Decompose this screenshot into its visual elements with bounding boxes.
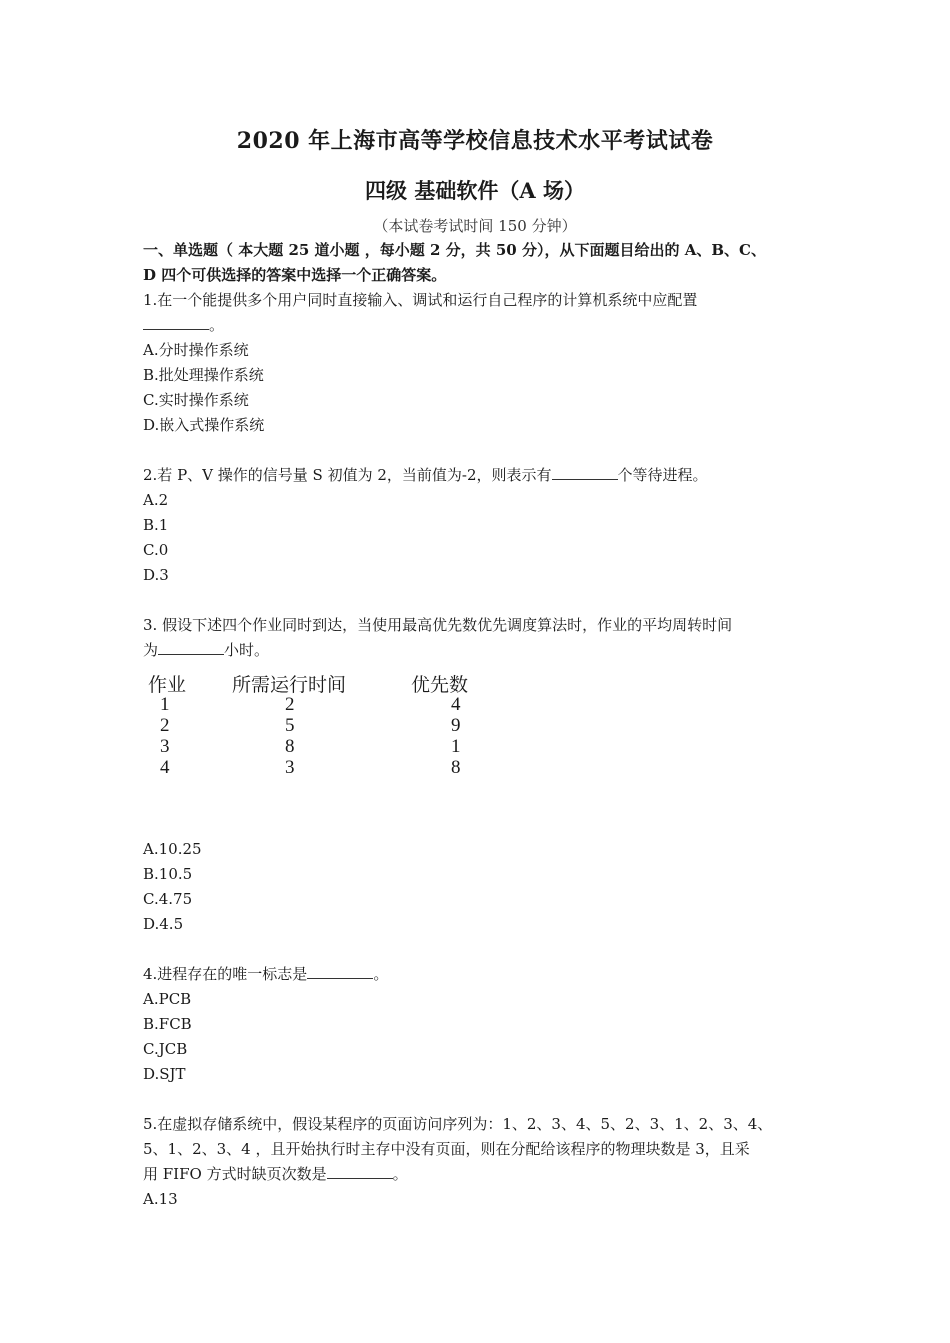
q3-option-c: C.4.75 (143, 890, 193, 908)
page-title: 2020 年上海市高等学校信息技术水平考试试卷 (236, 128, 714, 154)
table-cell: 4 (160, 757, 170, 778)
table-header-priority: 优先数 (411, 675, 469, 696)
q2-option-c: C.0 (143, 541, 169, 559)
q1-option-a: A.分时操作系统 (143, 341, 249, 359)
q4-option-c: C.JCB (143, 1040, 188, 1058)
q3-stem-line2: 为 小时。 (143, 641, 270, 659)
table-cell: 2 (160, 715, 170, 736)
q4-option-d: D.SJT (143, 1065, 186, 1083)
table-cell: 8 (285, 736, 295, 757)
table-cell: 1 (451, 736, 461, 757)
section-heading-line2: D 四个可供选择的答案中选择一个正确答案。 (143, 266, 447, 284)
q1-option-c: C.实时操作系统 (143, 391, 249, 409)
q4-option-b: B.FCB (143, 1015, 192, 1033)
q5-stem-line2: 5、1、2、3、4 ，且开始执行时主存中没有页面，则在分配给该程序的物理块数是 3，且采 (143, 1140, 750, 1158)
q2-option-a: A.2 (143, 491, 169, 509)
q5-stem-line3: 用 FIFO 方式时缺页次数是 。 (143, 1165, 408, 1183)
answer-blank (158, 640, 224, 655)
table-cell: 1 (160, 694, 170, 715)
q4-stem: 4.进程存在的唯一标志是 。 (143, 965, 389, 983)
answer-blank (552, 465, 618, 480)
q1-option-d: D.嵌入式操作系统 (143, 416, 265, 434)
table-cell: 5 (285, 715, 295, 736)
table-cell: 4 (451, 694, 461, 715)
page-subtitle: 四级 基础软件（A 场） (365, 178, 585, 203)
q2-option-b: B.1 (143, 516, 169, 534)
q5-stem-line1: 5.在虚拟存储系统中，假设某程序的页面访问序列为：1、2、3、4、5、2、3、1、2、3、4、 (143, 1115, 773, 1133)
answer-blank (327, 1164, 393, 1179)
q3-option-a: A.10.25 (143, 840, 202, 858)
q1-stem-line1: 1.在一个能提供多个用户同时直接输入、调试和运行自己程序的计算机系统中应配置 (143, 291, 698, 309)
q3-option-b: B.10.5 (143, 865, 193, 883)
q3-option-d: D.4.5 (143, 915, 184, 933)
q2-stem: 2.若 P、V 操作的信号量 S 初值为 2，当前值为-2，则表示有 个等待进程。 (143, 466, 708, 484)
table-cell: 9 (451, 715, 461, 736)
q1-option-b: B.批处理操作系统 (143, 366, 264, 384)
table-cell: 3 (160, 736, 170, 757)
q1-stem-line2: 。 (143, 313, 224, 338)
answer-blank (143, 315, 209, 330)
q3-stem-line1: 3. 假设下述四个作业同时到达，当使用最高优先数优先调度算法时，作业的平均周转时间 (143, 616, 733, 634)
answer-blank (307, 964, 373, 979)
q2-option-d: D.3 (143, 566, 169, 584)
table-header-job: 作业 (148, 675, 187, 696)
table-header-runtime: 所需运行时间 (232, 675, 347, 696)
table-cell: 3 (285, 757, 295, 778)
table-cell: 8 (451, 757, 461, 778)
exam-time: （本试卷考试时间 150 分钟） (373, 217, 577, 235)
q5-option-a: A.13 (143, 1190, 178, 1208)
q4-option-a: A.PCB (143, 990, 192, 1008)
table-cell: 2 (285, 694, 295, 715)
section-heading-line1: 一、单选题（ 本大题 25 道小题 ，每小题 2 分，共 50 分），从下面题目给出的 A、B、C、 (143, 241, 766, 259)
